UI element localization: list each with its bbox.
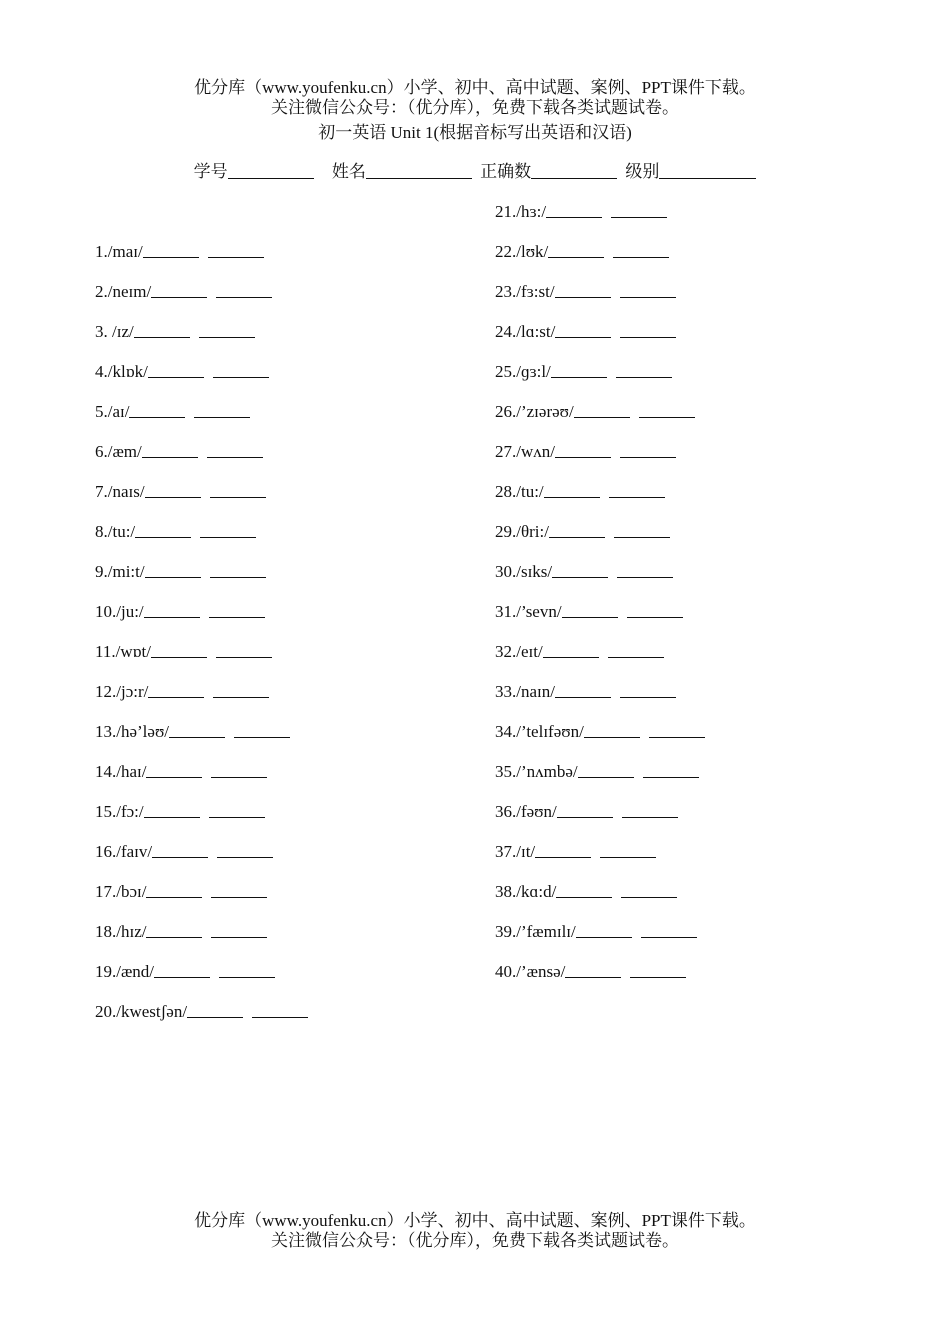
question-item <box>95 962 515 1002</box>
question-item <box>495 202 915 242</box>
english-answer-blank[interactable] <box>148 362 204 378</box>
name-blank[interactable] <box>366 162 472 179</box>
footer-source-line: 优分库（www.youfenku.cn）小学、初中、高中试题、案例、PPT课件下载。 <box>194 1211 756 1230</box>
phonetic-label: 1./maɪ/ <box>95 242 143 261</box>
phonetic-label: 7./naɪs/ <box>95 482 145 501</box>
question-item <box>95 442 515 482</box>
phonetic-label: 25./ɡɜ:l/ <box>495 362 551 381</box>
phonetic-label: 18./hɪz/ <box>95 922 147 941</box>
chinese-answer-blank[interactable] <box>649 722 705 738</box>
level-label: 级别 <box>625 162 660 181</box>
phonetic-label: 31./’sevn/ <box>495 602 562 621</box>
level-blank[interactable] <box>659 162 756 179</box>
chinese-answer-blank[interactable] <box>639 402 695 418</box>
phonetic-label: 5./aɪ/ <box>95 402 130 421</box>
phonetic-label: 4./klɒk/ <box>95 362 148 381</box>
chinese-answer-blank[interactable] <box>213 682 269 698</box>
question-item <box>495 922 915 962</box>
student-no-label: 学号 <box>193 162 228 181</box>
question-item <box>495 882 915 922</box>
phonetic-label: 19./ænd/ <box>95 962 155 981</box>
question-item <box>95 402 515 442</box>
chinese-answer-blank[interactable] <box>617 562 673 578</box>
phonetic-label: 13./hə’ləʊ/ <box>95 722 170 741</box>
english-answer-blank[interactable] <box>555 322 611 338</box>
chinese-answer-blank[interactable] <box>641 922 697 938</box>
chinese-answer-blank[interactable] <box>620 282 676 298</box>
phonetic-label: 23./fɜ:st/ <box>495 282 555 301</box>
phonetic-label: 30./sɪks/ <box>495 562 553 581</box>
english-answer-blank[interactable] <box>148 682 204 698</box>
phonetic-label: 9./mi:t/ <box>95 562 145 581</box>
header-source-line: 优分库（www.youfenku.cn）小学、初中、高中试题、案例、PPT课件下载。 <box>194 78 756 97</box>
worksheet-title: 初一英语 Unit 1(根据音标写出英语和汉语) <box>318 123 632 142</box>
english-answer-blank[interactable] <box>146 762 202 778</box>
chinese-answer-blank[interactable] <box>621 882 677 898</box>
question-item <box>495 762 915 802</box>
phonetic-label: 16./faɪv/ <box>95 842 153 861</box>
phonetic-label: 33./naɪn/ <box>495 682 555 701</box>
english-answer-blank[interactable] <box>565 962 621 978</box>
chinese-answer-blank[interactable] <box>622 802 678 818</box>
phonetic-label: 40./’ænsə/ <box>495 962 566 981</box>
phonetic-label: 6./æm/ <box>95 442 142 461</box>
chinese-answer-blank[interactable] <box>207 442 263 458</box>
english-answer-blank[interactable] <box>584 722 640 738</box>
right-question-column <box>495 202 915 1002</box>
question-item <box>495 842 915 882</box>
chinese-answer-blank[interactable] <box>620 682 676 698</box>
chinese-answer-blank[interactable] <box>614 522 670 538</box>
question-item <box>95 482 515 522</box>
question-item <box>95 602 515 642</box>
question-item <box>95 362 515 402</box>
english-answer-blank[interactable] <box>574 402 630 418</box>
question-item <box>95 642 515 682</box>
english-answer-blank[interactable] <box>135 522 191 538</box>
english-answer-blank[interactable] <box>151 642 207 658</box>
left-question-column <box>95 242 515 1042</box>
english-answer-blank[interactable] <box>546 202 602 218</box>
phonetic-label: 10./ju:/ <box>95 602 144 621</box>
english-answer-blank[interactable] <box>154 962 210 978</box>
question-item <box>95 282 515 322</box>
chinese-answer-blank[interactable] <box>613 242 669 258</box>
english-answer-blank[interactable] <box>555 682 611 698</box>
chinese-answer-blank[interactable] <box>210 482 266 498</box>
question-item <box>95 322 515 362</box>
question-item <box>495 722 915 762</box>
question-item <box>495 642 915 682</box>
chinese-answer-blank[interactable] <box>252 1002 308 1018</box>
level-field[interactable] <box>625 162 756 182</box>
question-item <box>495 482 915 522</box>
phonetic-label: 12./jɔ:r/ <box>95 682 149 701</box>
phonetic-label: 37./ɪt/ <box>495 842 536 861</box>
english-answer-blank[interactable] <box>146 922 202 938</box>
phonetic-label: 29./θri:/ <box>495 522 549 541</box>
phonetic-label: 24./lɑ:st/ <box>495 322 556 341</box>
english-answer-blank[interactable] <box>146 882 202 898</box>
english-answer-blank[interactable] <box>535 842 591 858</box>
chinese-answer-blank[interactable] <box>210 562 266 578</box>
question-item <box>495 682 915 722</box>
name-field[interactable] <box>332 162 472 182</box>
question-item <box>95 722 515 762</box>
chinese-answer-blank[interactable] <box>609 482 665 498</box>
phonetic-label: 38./kɑ:d/ <box>495 882 557 901</box>
chinese-answer-blank[interactable] <box>209 602 265 618</box>
chinese-answer-blank[interactable] <box>217 842 273 858</box>
chinese-answer-blank[interactable] <box>194 402 250 418</box>
english-answer-blank[interactable] <box>151 282 207 298</box>
english-answer-blank[interactable] <box>544 482 600 498</box>
chinese-answer-blank[interactable] <box>608 642 664 658</box>
phonetic-label: 26./’zɪərəʊ/ <box>495 402 574 421</box>
phonetic-label: 8./tu:/ <box>95 522 136 541</box>
student-no-blank[interactable] <box>228 162 314 179</box>
chinese-answer-blank[interactable] <box>616 362 672 378</box>
phonetic-label: 27./wʌn/ <box>495 442 555 461</box>
chinese-answer-blank[interactable] <box>611 202 667 218</box>
english-answer-blank[interactable] <box>556 882 612 898</box>
chinese-answer-blank[interactable] <box>234 722 290 738</box>
chinese-answer-blank[interactable] <box>627 602 683 618</box>
phonetic-label: 34./’telɪfəʊn/ <box>495 722 584 741</box>
english-answer-blank[interactable] <box>129 402 185 418</box>
name-label: 姓名 <box>331 162 366 181</box>
english-answer-blank[interactable] <box>551 362 607 378</box>
question-item <box>95 802 515 842</box>
student-no-field[interactable] <box>194 162 314 182</box>
question-item <box>495 362 915 402</box>
question-item <box>95 522 515 562</box>
phonetic-label: 15./fɔ:/ <box>95 802 144 821</box>
phonetic-label: 22./lʊk/ <box>495 242 549 261</box>
phonetic-label: 39./’fæmɪlɪ/ <box>495 922 576 941</box>
chinese-answer-blank[interactable] <box>216 282 272 298</box>
question-item <box>95 842 515 882</box>
english-answer-blank[interactable] <box>557 802 613 818</box>
question-item <box>95 1002 515 1042</box>
chinese-answer-blank[interactable] <box>216 642 272 658</box>
english-answer-blank[interactable] <box>562 602 618 618</box>
question-item <box>495 522 915 562</box>
phonetic-label: 11./wɒt/ <box>95 642 151 661</box>
english-answer-blank[interactable] <box>555 282 611 298</box>
chinese-answer-blank[interactable] <box>199 322 255 338</box>
phonetic-label: 36./fəʊn/ <box>495 802 557 821</box>
question-item <box>495 442 915 482</box>
english-answer-blank[interactable] <box>169 722 225 738</box>
phonetic-label: 32./eɪt/ <box>495 642 543 661</box>
english-answer-blank[interactable] <box>187 1002 243 1018</box>
english-answer-blank[interactable] <box>144 802 200 818</box>
phonetic-label: 14./haɪ/ <box>95 762 147 781</box>
phonetic-label: 2./neɪm/ <box>95 282 152 301</box>
question-item <box>95 242 515 282</box>
english-answer-blank[interactable] <box>578 762 634 778</box>
chinese-answer-blank[interactable] <box>211 762 267 778</box>
english-answer-blank[interactable] <box>548 242 604 258</box>
correct-count-blank[interactable] <box>531 162 617 179</box>
phonetic-label: 21./hɜ:/ <box>495 202 547 221</box>
phonetic-label: 20./kwestʃən/ <box>95 1002 188 1021</box>
question-item <box>95 882 515 922</box>
question-item <box>495 282 915 322</box>
question-item <box>95 562 515 602</box>
chinese-answer-blank[interactable] <box>211 882 267 898</box>
english-answer-blank[interactable] <box>145 562 201 578</box>
english-answer-blank[interactable] <box>145 482 201 498</box>
chinese-answer-blank[interactable] <box>620 442 676 458</box>
chinese-answer-blank[interactable] <box>219 962 275 978</box>
question-item <box>495 242 915 282</box>
question-item <box>95 762 515 802</box>
english-answer-blank[interactable] <box>144 602 200 618</box>
chinese-answer-blank[interactable] <box>209 802 265 818</box>
chinese-answer-blank[interactable] <box>620 322 676 338</box>
chinese-answer-blank[interactable] <box>211 922 267 938</box>
student-info-row <box>0 162 950 182</box>
chinese-answer-blank[interactable] <box>208 242 264 258</box>
chinese-answer-blank[interactable] <box>630 962 686 978</box>
english-answer-blank[interactable] <box>142 442 198 458</box>
question-item <box>95 922 515 962</box>
header-wechat-line: 关注微信公众号：（优分库），免费下载各类试题试卷。 <box>271 98 679 117</box>
english-answer-blank[interactable] <box>143 242 199 258</box>
english-answer-blank[interactable] <box>555 442 611 458</box>
phonetic-label: 17./bɔɪ/ <box>95 882 147 901</box>
english-answer-blank[interactable] <box>134 322 190 338</box>
question-item <box>495 562 915 602</box>
english-answer-blank[interactable] <box>552 562 608 578</box>
question-item <box>495 322 915 362</box>
chinese-answer-blank[interactable] <box>643 762 699 778</box>
question-item <box>495 962 915 1002</box>
phonetic-label: 3. /ɪz/ <box>95 322 134 341</box>
correct-count-label: 正确数 <box>480 162 532 181</box>
phonetic-label: 28./tu:/ <box>495 482 544 501</box>
chinese-answer-blank[interactable] <box>213 362 269 378</box>
chinese-answer-blank[interactable] <box>200 522 256 538</box>
question-item <box>95 682 515 722</box>
correct-count-field[interactable] <box>480 162 617 182</box>
english-answer-blank[interactable] <box>576 922 632 938</box>
question-item <box>495 402 915 442</box>
english-answer-blank[interactable] <box>549 522 605 538</box>
question-item <box>495 602 915 642</box>
english-answer-blank[interactable] <box>152 842 208 858</box>
footer-wechat-line: 关注微信公众号：（优分库），免费下载各类试题试卷。 <box>271 1231 679 1250</box>
english-answer-blank[interactable] <box>543 642 599 658</box>
chinese-answer-blank[interactable] <box>600 842 656 858</box>
phonetic-label: 35./’nʌmbə/ <box>495 762 578 781</box>
question-item <box>495 802 915 842</box>
